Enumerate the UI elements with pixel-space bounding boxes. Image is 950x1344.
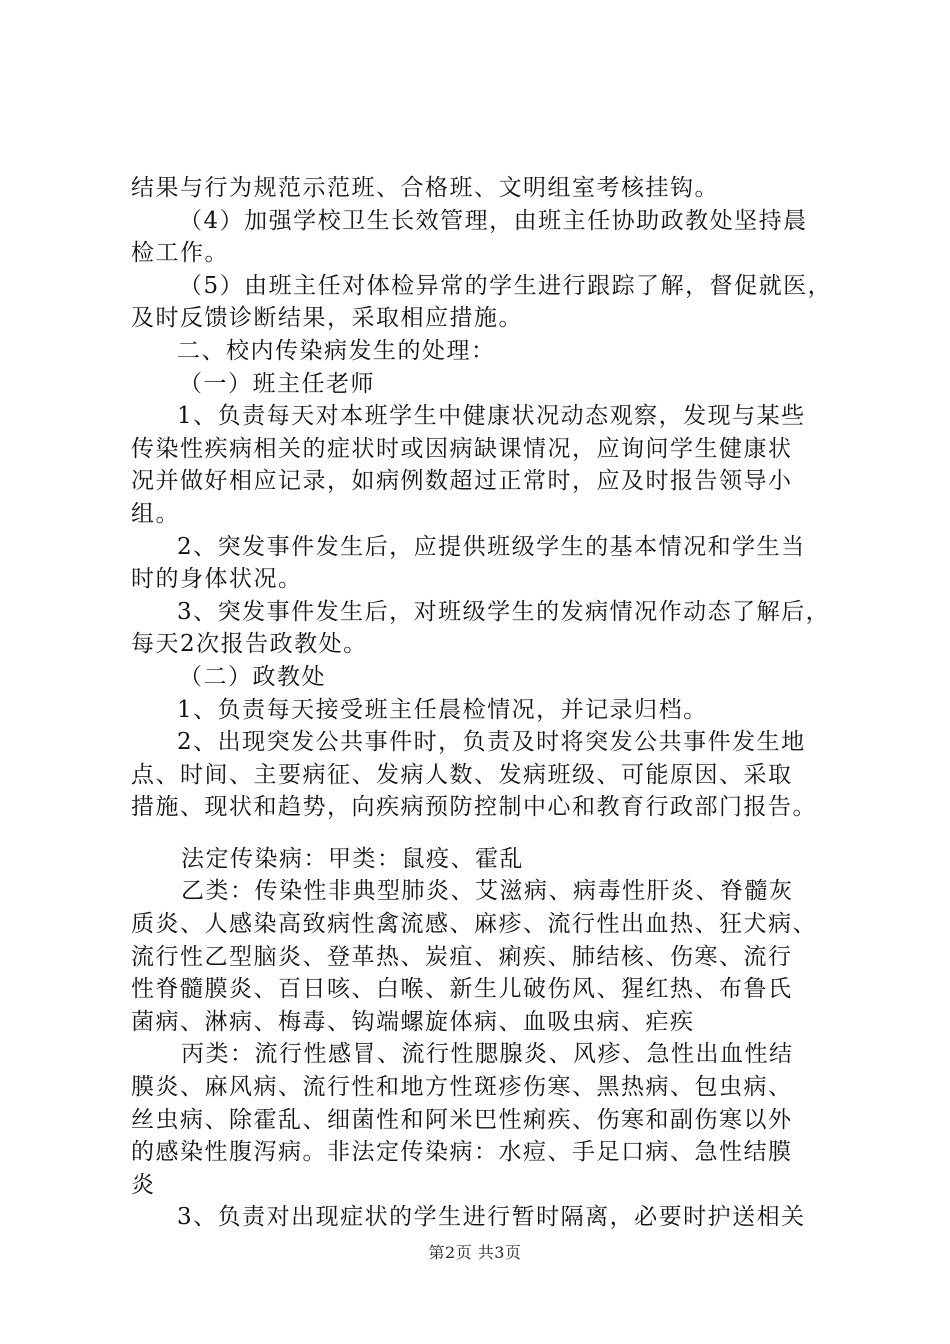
paragraph-gap [131,824,835,843]
text-line: 组。 [131,500,180,527]
text-line: 二、校内传染病发生的处理： [177,337,496,364]
text-line: （一）班主任老师 [179,370,375,397]
text-line: 质炎、人感染高致病性禽流感、麻疹、流行性出血热、狂犬病、 [131,911,817,938]
text-line: 检工作。 [131,240,229,267]
text-line: 点、时间、主要病征、发病人数、发病班级、可能原因、采取 [131,761,793,788]
text-line: （二）政教处 [179,663,326,690]
text-line: 1、负责每天对本班学生中健康状况动态观察，发现与某些 [177,403,806,430]
text-line: 流行性乙型脑炎、登革热、炭疽、痢疾、肺结核、伤寒、流行 [131,943,793,970]
text-line: 乙类：传染性非典型肺炎、艾滋病、病毒性肝炎、脊髓灰 [181,878,794,905]
text-line: 及时反馈诊断结果，采取相应措施。 [131,305,523,332]
text-line: 3、负责对出现症状的学生进行暂时隔离，必要时护送相关 [177,1204,806,1231]
text-line: 2、突发事件发生后，应提供班级学生的基本情况和学生当 [177,533,806,560]
page-footer: 第2页 共3页 [428,1243,522,1262]
document-body [131,172,835,1234]
text-line: 的感染性腹泻病。非法定传染病：水痘、手足口病、急性结膜 [131,1139,793,1166]
text-line: （5）由班主任对体检异常的学生进行跟踪了解，督促就医， [179,272,833,299]
section-before-gap [131,172,835,824]
text-line: 丙类：流行性感冒、流行性腮腺炎、风疹、急性出血性结 [181,1041,794,1068]
text-line: 每天2次报告政教处。 [131,631,368,658]
text-line: 1、负责每天接受班主任晨检情况，并记录归档。 [177,696,708,723]
text-line: 时的身体状况。 [131,566,303,593]
text-line: 膜炎、麻风病、流行性和地方性斑疹伤寒、黑热病、包虫病、 [131,1074,793,1101]
text-line: 传染性疾病相关的症状时或因病缺课情况，应询问学生健康状 [131,435,793,462]
text-line: 菌病、淋病、梅毒、钩端螺旋体病、血吸虫病、疟疾 [131,1008,695,1035]
section-infectious-diseases [131,843,835,1234]
text-line: 结果与行为规范示范班、合格班、文明组室考核挂钩。 [131,175,719,201]
text-line: 炎 [131,1171,156,1198]
text-line: 措施、现状和趋势，向疾病预防控制中心和教育行政部门报告。 [131,794,817,821]
text-line: 2、出现突发公共事件时，负责及时将突发公共事件发生地 [177,729,806,756]
text-line: 法定传染病：甲类：鼠疫、霍乱 [181,845,524,872]
text-line: 丝虫病、除霍乱、细菌性和阿米巴性痢疾、伤寒和副伤寒以外 [131,1106,793,1133]
text-line: 3、突发事件发生后，对班级学生的发病情况作动态了解后， [177,598,831,625]
text-line: 况并做好相应记录，如病例数超过正常时，应及时报告领导小 [131,468,793,495]
text-line: （4）加强学校卫生长效管理，由班主任协助政教处坚持晨 [179,207,808,234]
text-line: 性脊髓膜炎、百日咳、白喉、新生儿破伤风、猩红热、布鲁氏 [131,976,793,1003]
